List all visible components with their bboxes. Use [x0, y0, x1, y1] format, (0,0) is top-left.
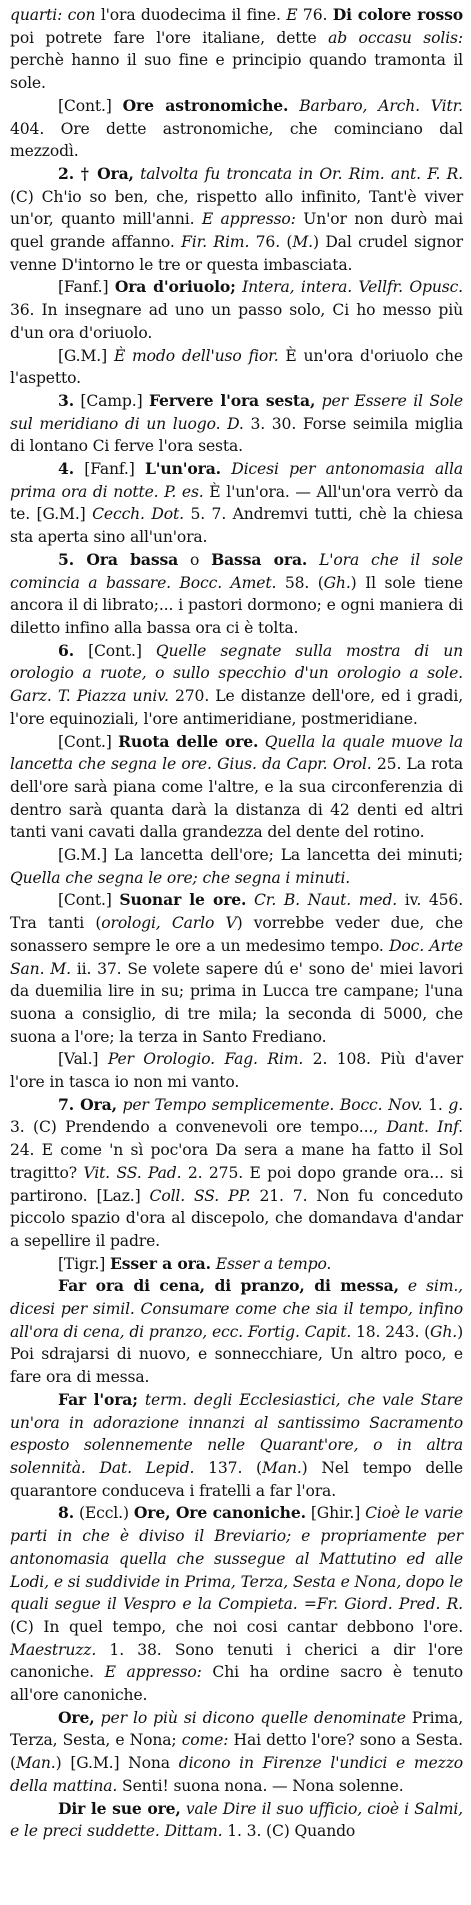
entry-gloss: Quelle segnate sulla mostra di un orologio a ruote, o sullo specchio d'un orologio a sole. Garz. T. Piazza univ.: [10, 641, 463, 706]
entry-headword: 3.: [58, 390, 74, 410]
entry-text: [Cont.]: [58, 96, 123, 115]
entry-text: l'ora duodecima il fine.: [95, 6, 287, 24]
entry-text: 3. 30. Forse seimila miglia di lontano Ci ferve l'ora sesta.: [10, 414, 463, 456]
entry-text: [Ghir.]: [305, 1504, 366, 1523]
entry-headword: Di colore rosso: [332, 5, 463, 24]
entry-text: [Fanf.]: [73, 460, 145, 479]
entry-text: 58. (: [276, 573, 324, 592]
entry-text: o: [178, 550, 212, 569]
entry-gloss: Esser a tempo.: [210, 1254, 332, 1273]
entry-text: 25. La rota dell'ore sarà piana come l'altre, e la sua circonferenzia di dentro sarà quanta darà la distanza di 42 denti ed altri tanti vani cavati dalla grandezza del dente del rotino.: [10, 755, 463, 842]
entry-text: [Tigr.]: [58, 1254, 110, 1273]
entry-text: Un'or non durò mai quel grande affanno.: [10, 210, 464, 252]
entry-text: 270. Le distanze dell'ore, ed i gradi, l'ore equinoziali, l'ore antimeridiane, postmeridiane.: [10, 687, 464, 728]
entry-text: ii. 37. Se volete sapere dú e' sono de' miei lavori da duemilia lire in su; prima in Lucca tre campane; l'una suona a consiglio, di tre mila; la seconda di 5000, che suona a l'ore; la terza in Santo Frediano.: [10, 959, 463, 1046]
entry-paragraph: [10, 163, 463, 277]
entry-gloss: Quella che segna le ore; che segna i minuti.: [10, 868, 351, 887]
entry-paragraph: [10, 1798, 463, 1843]
entry-paragraph: [10, 1253, 463, 1276]
entry-gloss: M.: [292, 233, 313, 252]
entry-headword: Esser a ora.: [110, 1253, 211, 1273]
entry-gloss: Quella la quale muove la lancetta che segna le ore. Gius. da Capr. Orol.: [10, 732, 463, 774]
entry-paragraph: [10, 1389, 463, 1503]
entry-paragraph: [10, 889, 463, 1048]
entry-gloss: E appresso:: [201, 210, 296, 229]
entry-gloss: ab occasu solis:: [328, 28, 463, 47]
entry-gloss: Gh.: [430, 1322, 458, 1341]
entry-text: [G.M.]: [58, 346, 114, 365]
entry-text: ) Nel tempo delle quarantore conduceva i fratelli a far l'ora.: [10, 1459, 463, 1500]
entry-headword: Bassa ora.: [211, 549, 308, 569]
entry-gloss: come:: [181, 1731, 229, 1750]
entry-gloss: quarti: con: [10, 6, 96, 24]
entry-gloss: dicono in Firenze l'undici e mezzo della mattina.: [10, 1754, 463, 1795]
entry-paragraph: [10, 1048, 463, 1093]
entry-text: 1.: [422, 1095, 449, 1114]
entry-paragraph: [10, 276, 463, 344]
entry-gloss: Man.: [15, 1754, 56, 1773]
entry-gloss: term. degli Ecclesiastici, che vale Stare un'ora in adorazione innanzi al santissimo Sacramento esposto solennemente nelle Quarant'ore, o in altra solennità. Dat. Lepid.: [10, 1390, 463, 1477]
entry-text: 21. 7. Non fu conceduto piccolo spazio d'ora al discepolo, che domandava d'andar a sepellire il padre.: [10, 1186, 463, 1250]
entry-gloss: g.: [448, 1095, 463, 1114]
entry-gloss: Barbaro, Arch. Vitr.: [288, 96, 463, 115]
entry-text: [Cont.]: [58, 732, 119, 751]
entry-text: 404. Ore dette astronomiche, che cominciano dal mezzodì.: [10, 119, 463, 161]
entry-text: 76. (: [249, 233, 293, 252]
entry-headword: Suonar le ore.: [119, 890, 247, 910]
entry-text: [Camp.]: [73, 391, 149, 410]
entry-text: ) vorrebbe veder due, che sonassero sempre le ore a un medesimo tempo.: [10, 914, 463, 955]
entry-gloss: Gh.: [323, 573, 351, 592]
entry-gloss: Per Orologio. Fag. Rim.: [107, 1050, 304, 1069]
entry-text: 24. E come 'n sì poc'ora Da sera a mane ha fatto il Sol tragitto?: [10, 1141, 463, 1182]
entry-headword: Ore,: [58, 1707, 95, 1727]
entry-gloss: Intera, intera. Vellfr. Opusc.: [235, 278, 463, 297]
entry-gloss: orologi, Carlo V: [101, 914, 237, 933]
entry-headword: 7. Ora,: [58, 1094, 117, 1114]
entry-text: 2. 275. E poi dopo grande ora... si partirono. [Laz.]: [10, 1163, 463, 1205]
entry-headword: 2. † Ora,: [58, 163, 134, 183]
entry-text: [Fanf.]: [58, 278, 115, 297]
entry-text: ) [G.M.] Nona: [55, 1754, 179, 1773]
entry-text: 3. (C) Prendendo a convenevoli ore tempo...,: [10, 1118, 387, 1137]
entry-gloss: Doc. Arte San. M.: [10, 936, 463, 978]
entry-text: 36. In insegnare ad uno un passo solo, Ci ho messo più d'un ora d'oriuolo.: [10, 301, 463, 342]
entry-text: 2. 108. Più d'aver l'ore in tasca io non mi vanto.: [10, 1050, 463, 1092]
entry-gloss: e sim., dicesi per simil. Consumare come che sia il tempo, infino all'ora di cena, di pranzo, ecc. Fortig. Capit.: [10, 1277, 463, 1341]
entry-gloss: È modo dell'uso fior.: [113, 346, 279, 365]
entry-gloss: talvolta fu troncata in Or. Rim. ant. F. R.: [133, 164, 463, 183]
entry-gloss: Cr. B. Naut. med.: [246, 891, 398, 910]
entry-text: ) Dal crudel signor venne D'intorno le tre or questa imbasciata.: [10, 233, 463, 274]
entry-paragraph: [10, 844, 463, 889]
entry-text: [Val.]: [58, 1050, 108, 1069]
entry-headword: Ruota delle ore.: [118, 731, 259, 751]
entry-text: Hai detto l'ore? sono a Sesta. (: [10, 1731, 463, 1773]
entry-gloss: per lo più si dicono quelle denominate: [94, 1708, 406, 1727]
entry-text: È l'un'ora. — All'un'ora verrò da te. [G.M.]: [10, 482, 463, 524]
entry-text: 18. 243. (: [351, 1322, 431, 1341]
entry-paragraph: [10, 549, 463, 640]
entry-gloss: L'ora che il sole comincia a bassare. Bocc. Amet.: [10, 550, 463, 592]
entry-text: ) Il sole tiene ancora il di librato;... i pastori dormono; e ogni maniera di diletto infino alla bassa ora ci è tolta.: [10, 573, 463, 637]
entry-text: perchè hanno il suo fine e principio quando tramonta il sole.: [10, 51, 463, 93]
entry-headword: Dir le sue ore,: [58, 1798, 181, 1818]
entry-gloss: Coll. SS. PP.: [149, 1186, 251, 1205]
entry-text: 1. 38. Sono tenuti i cherici a dir l'ore canoniche.: [10, 1640, 463, 1682]
entry-paragraph: [10, 1275, 463, 1389]
entry-headword: 8.: [58, 1503, 74, 1523]
entry-headword: Ore astronomiche.: [122, 95, 289, 115]
entry-gloss: Dicesi per antonomasia alla prima ora di notte. P. es.: [10, 460, 463, 501]
entry-headword: 4.: [58, 459, 74, 479]
entry-paragraph: [10, 1094, 463, 1253]
entry-text: poi potrete fare l'ore italiane, dette: [10, 28, 329, 47]
entry-text: [Cont.]: [73, 641, 156, 660]
entry-headword: Far l'ora;: [58, 1389, 138, 1409]
entry-text: Chi ha ordine sacro è tenuto all'ore canoniche.: [10, 1663, 464, 1705]
entry-gloss: Cecch. Dot.: [92, 505, 184, 524]
entry-gloss: Fir. Rim.: [181, 233, 250, 252]
entry-text: 137. (: [194, 1459, 262, 1477]
entry-headword: Ore, Ore canoniche.: [133, 1503, 306, 1523]
entry-gloss: Maestruzz.: [10, 1640, 97, 1659]
entry-text: iv. 456. Tra tanti (: [10, 891, 463, 933]
entry-text: Prima, Terza, Sesta, e Nona;: [10, 1708, 463, 1750]
entry-headword: 6.: [58, 640, 74, 660]
entry-gloss: Dant. Inf.: [386, 1118, 463, 1137]
entry-paragraph: [10, 345, 463, 390]
entry-paragraph: [10, 95, 463, 163]
entry-text: ) Poi sdrajarsi di nuovo, e sonnecchiare, Un altro poco, e fare ora di messa.: [10, 1322, 463, 1387]
entry-paragraph: [10, 4, 463, 95]
entry-text: 76.: [297, 6, 333, 24]
entry-headword: Fervere l'ora sesta,: [148, 390, 316, 410]
entry-text: [Cont.]: [58, 891, 120, 910]
entry-paragraph: [10, 1502, 463, 1706]
entry-headword: Ora d'oriuolo;: [114, 277, 236, 297]
entry-paragraph: [10, 640, 463, 731]
entry-paragraph: [10, 390, 463, 458]
entry-gloss: per Tempo semplicemente. Bocc. Nov.: [116, 1095, 423, 1114]
entry-text: 1. 3. (C) Quando: [222, 1822, 356, 1841]
entry-text: (C) In quel tempo, che noi cosi cantar debbono l'ore.: [10, 1617, 463, 1636]
entry-gloss: Vit. SS. Pad.: [83, 1163, 182, 1182]
entry-paragraph: [10, 731, 463, 845]
entry-headword: Far ora di cena, di pranzo, di messa,: [58, 1276, 399, 1296]
entry-text: 5. 7. Andremvi tutti, chè la chiesa sta aperta sino all'un'ora.: [10, 505, 463, 547]
entry-paragraph: [10, 458, 463, 549]
entry-headword: L'un'ora.: [144, 459, 221, 479]
entry-text: [G.M.] La lancetta dell'ore; La lancetta dei minuti;: [58, 846, 463, 865]
entry-gloss: vale Dire il suo ufficio, cioè i Salmi, e le preci suddette. Dittam.: [10, 1799, 463, 1841]
entry-gloss: Man.: [262, 1459, 302, 1477]
entry-gloss: Cioè le varie parti in che è diviso il Breviario; e propriamente per antonomasia quella che sussegue al Mattutino ed alle Lodi, e si suddivide in Prima, Terza, Sesta e Nona, dopo le quali segue il Vespro e la Compieta. =Fr. Giord. Pred. R.: [10, 1504, 463, 1614]
entry-text: È un'ora d'oriuolo che l'aspetto.: [10, 346, 464, 388]
entry-text: (Eccl.): [73, 1504, 134, 1523]
entry-gloss: E: [286, 6, 298, 24]
entry-gloss: per Essere il Sole sul meridiano di un luogo. D.: [10, 391, 464, 433]
entry-text: Senti! suona nona. — Nona solenne.: [117, 1776, 404, 1795]
entry-text: (C) Ch'io so ben, che, rispetto allo infinito, Tant'è viver un'or, quanto mill'anni.: [10, 187, 463, 229]
entry-gloss: E appresso:: [104, 1663, 202, 1682]
entry-paragraph: [10, 1707, 463, 1798]
entry-headword: 5. Ora bassa: [58, 549, 179, 569]
